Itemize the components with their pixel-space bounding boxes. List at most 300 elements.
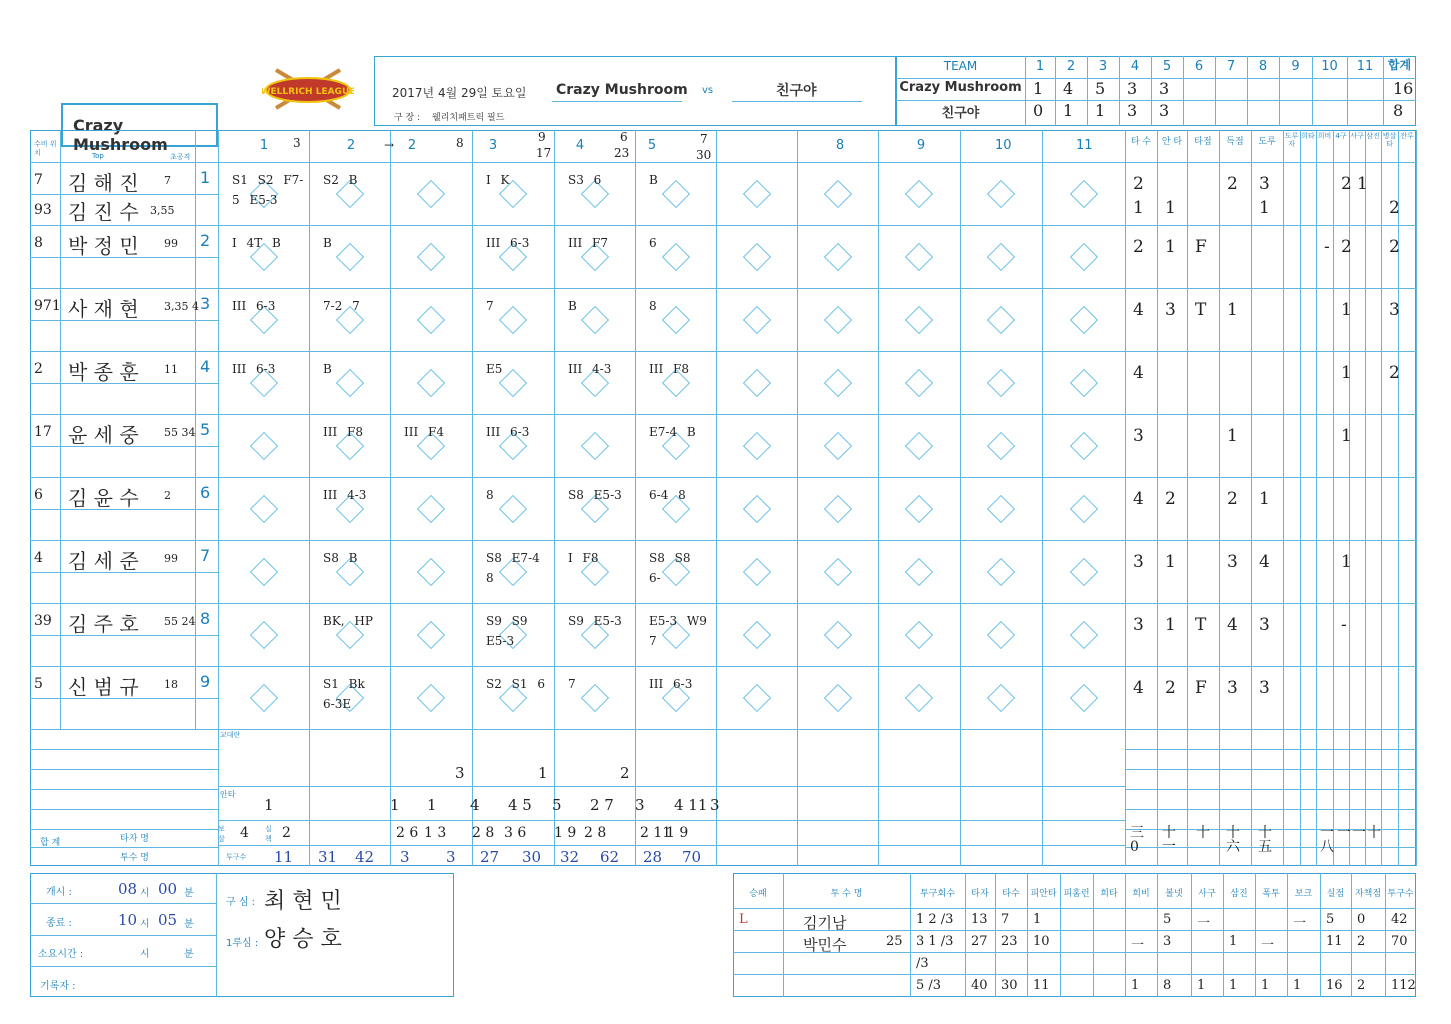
chief-umpire-label: 구 심 : <box>226 897 256 908</box>
grid-line <box>472 130 473 866</box>
hits-summary: 3 <box>710 796 720 814</box>
batter-stat: 4 <box>1227 615 1238 635</box>
pitching-header: 투구회수 <box>920 889 955 899</box>
batting-order: 5 <box>200 420 211 439</box>
play-notation: S8 E5-3 <box>568 488 622 502</box>
bb-summary: 2 8 <box>584 825 607 841</box>
pitching-wp: 一 <box>1261 938 1275 953</box>
grid-line <box>30 603 1416 604</box>
grid-line <box>1219 130 1220 866</box>
batter-stat: 2 <box>1165 678 1176 698</box>
play-notation: 7 <box>568 677 576 691</box>
bb-summary: 3 6 <box>504 825 527 841</box>
venue: 웰리치패트릭 필드 <box>432 113 505 123</box>
start-label: 개시 : <box>46 887 72 898</box>
play-notation: S1 S2 F7-5 E5-3 <box>232 173 304 207</box>
inning-header: 1 <box>259 138 269 153</box>
end-hour: 10 <box>118 911 138 929</box>
pitching-r: 11 <box>1326 934 1343 949</box>
batter-stat: 2 <box>1341 237 1352 257</box>
batting-order: 4 <box>200 357 211 376</box>
play-notation: B <box>323 236 332 250</box>
pitching-er: 0 <box>1357 912 1366 927</box>
batter-stat: 3 <box>1133 552 1144 572</box>
inning-header: 8 <box>835 138 845 153</box>
duration-label: 소요시간 : <box>38 949 84 960</box>
grid-line <box>30 540 1416 541</box>
batting-order: 7 <box>200 546 211 565</box>
batter-position: 2 <box>34 361 43 377</box>
play-notation: III 4-3 <box>568 362 612 376</box>
pitch-count-summary: 42 <box>355 848 375 866</box>
play-notation: B <box>323 362 332 376</box>
pitching-header: 사구 <box>1198 889 1216 899</box>
batter-stat: F <box>1195 237 1207 257</box>
play-notation: B <box>649 173 658 187</box>
totals-label: 합 계 <box>40 838 61 848</box>
grid-line <box>896 100 1416 101</box>
bb-summary: 2 11 <box>640 825 672 841</box>
pitching-h: 1 <box>1033 912 1042 927</box>
inning-mark: 7 <box>700 132 708 146</box>
play-notation: S9 E5-3 <box>568 614 622 628</box>
grid-line <box>30 477 1416 478</box>
linescore-cell: 4 <box>1063 79 1074 98</box>
linescore-inning-header: 1 <box>1035 59 1045 74</box>
pitching-name: 박민수 <box>803 936 847 954</box>
batter-number: 55 24 <box>164 615 196 628</box>
play-notation: S8 E7-4 8 <box>486 551 540 585</box>
batter-stat: 3 <box>1259 615 1270 635</box>
pitch-count-summary: 62 <box>600 848 620 866</box>
linescore-cell: 0 <box>1033 101 1044 120</box>
grid-line <box>554 130 555 866</box>
subs-label: 교대란 <box>220 731 241 739</box>
pitching-r: 16 <box>1326 978 1343 993</box>
batter-position: 8 <box>34 235 43 251</box>
linescore-total-header: 합계 <box>1387 58 1412 72</box>
linescore-inning-header: 3 <box>1098 59 1108 74</box>
grid-line <box>390 130 391 866</box>
batter-position: 39 <box>34 613 52 629</box>
play-notation: III F7 <box>568 236 608 250</box>
batter-name: 신 범 규 <box>68 675 139 699</box>
play-notation: S2 S1 6 <box>486 677 545 691</box>
pitching-er: 2 <box>1357 934 1366 949</box>
stat-total: 十 五 <box>1258 825 1272 855</box>
inning-header: 10 <box>995 138 1012 153</box>
pitching-ip: 5 /3 <box>916 978 942 993</box>
batter-stat: 1 <box>1341 363 1352 383</box>
pitching-wp: 1 <box>1261 978 1270 993</box>
inning-header: 2 <box>407 138 417 153</box>
bb-summary: 2 8 <box>472 825 495 841</box>
play-notation: E5-3 W9 7 <box>649 614 707 648</box>
linescore-cell: 1 <box>1033 79 1044 98</box>
play-notation: I 4T B <box>232 236 281 250</box>
batter-stat: 4 <box>1259 552 1270 572</box>
batter-stat: F <box>1195 678 1207 698</box>
recorder-label: 기록자 : <box>40 981 76 992</box>
inning-header: 4 <box>575 138 585 153</box>
grid-line <box>1381 130 1382 866</box>
linescore-team-name: 친구야 <box>941 106 980 121</box>
grid-line <box>30 414 1416 415</box>
batter-stat: 1 <box>1341 552 1352 572</box>
batter-stat: - <box>1341 615 1347 635</box>
linescore-cell: 5 <box>1095 79 1106 98</box>
pitch-count-summary: 32 <box>560 848 580 866</box>
play-notation: S9 S9 E5-3 <box>486 614 528 648</box>
inning-mark: 3 <box>293 136 301 150</box>
play-notation: 7-2 7 <box>323 299 360 313</box>
pitching-so: 1 <box>1229 934 1238 949</box>
grid-line <box>797 130 798 866</box>
stat-header: 4구 <box>1335 132 1347 140</box>
pitching-bb: 5 <box>1163 912 1172 927</box>
pitching-np: 112 <box>1391 978 1416 993</box>
home-team-title: Crazy Mushroom <box>556 82 688 98</box>
pitching-er: 2 <box>1357 978 1366 993</box>
stat-header: 병살타 <box>1382 132 1397 148</box>
team-name: Crazy Mushroom <box>73 116 168 154</box>
play-notation: 8 <box>486 488 494 502</box>
hits-summary: 1 <box>390 796 400 814</box>
grid-line <box>733 908 1416 909</box>
bb-summary: 4 <box>240 825 249 841</box>
grid-line <box>309 130 310 866</box>
pitching-bk: 一 <box>1293 916 1307 931</box>
batter-stat: 1 <box>1259 489 1270 509</box>
batter-position: 4 <box>34 550 43 566</box>
chief-umpire: 최 현 민 <box>264 889 342 914</box>
start-hour: 08 <box>118 880 138 898</box>
batter-number: 3,35 4 <box>164 300 199 313</box>
pitch-count-label: 투구수 <box>226 853 247 861</box>
pitching-sf: 一 <box>1131 938 1145 953</box>
stat-header: 도루자 <box>1284 132 1299 148</box>
inning-header: 3 <box>488 138 498 153</box>
grid-line <box>1316 130 1317 866</box>
batter-position: 971 <box>34 298 61 314</box>
batter-stat: 4 <box>1133 300 1144 320</box>
play-notation: E5 <box>486 362 503 376</box>
stat-header: 안 타 <box>1161 137 1183 147</box>
batter-name: 김 윤 수 <box>68 486 139 510</box>
start-minute: 00 <box>158 880 178 898</box>
linescore-team-header: TEAM <box>943 59 978 73</box>
bb-summary: 2 <box>282 825 291 841</box>
batter-stat: 3 <box>1259 678 1270 698</box>
inning-mark: 9 <box>538 130 546 144</box>
runs-summary: 1 <box>538 764 548 782</box>
bb-summary: 1 3 <box>424 825 447 841</box>
hits-summary: 1 <box>427 796 437 814</box>
batting-order: 8 <box>200 609 211 628</box>
batter-stat: 4 <box>1133 678 1144 698</box>
batter-stat: 3 <box>1133 426 1144 446</box>
linescore-inning-header: 5 <box>1162 59 1172 74</box>
end-label: 종료 : <box>46 918 72 929</box>
vs-label: vs <box>702 85 714 96</box>
pitching-header: 피안타 <box>1030 889 1057 899</box>
batter-stat: 1 <box>1165 615 1176 635</box>
grid-line <box>1416 130 1417 866</box>
pitch-count-summary: 3 <box>400 848 410 866</box>
batter-stat: 2 <box>1165 489 1176 509</box>
pitching-r: 5 <box>1326 912 1335 927</box>
batter-position: 7 <box>34 172 43 188</box>
batter-stat: 1 <box>1227 300 1238 320</box>
batter-stat: 1 <box>1357 174 1368 194</box>
logo-text: WELLRICH LEAGUE <box>262 87 354 97</box>
batter-position: 17 <box>34 424 52 440</box>
play-notation: I F8 <box>568 551 599 565</box>
play-notation: III 6-3 <box>232 362 276 376</box>
batter-stat: 3 <box>1259 174 1270 194</box>
pitch-count-summary: 11 <box>274 848 294 866</box>
inning-mark: 23 <box>614 146 630 160</box>
hits-summary: 4 <box>470 796 480 814</box>
pitching-header: 투 수 명 <box>830 889 863 899</box>
grid-line <box>218 786 1125 787</box>
stat-header: 잔루 <box>1400 132 1414 140</box>
pitching-bk: 1 <box>1293 978 1302 993</box>
grid-line <box>635 130 636 866</box>
pitching-header: 피홈런 <box>1063 889 1090 899</box>
league-logo <box>262 66 354 112</box>
linescore-inning-header: 7 <box>1226 59 1236 74</box>
inning-mark: 17 <box>536 146 552 160</box>
pitching-sf: 1 <box>1131 978 1140 993</box>
grid-line <box>30 225 1416 226</box>
pitch-count-summary: 31 <box>318 848 338 866</box>
batter-stat: 1 <box>1165 552 1176 572</box>
stat-header: 도루 <box>1258 137 1276 147</box>
grid-line <box>1300 130 1301 866</box>
pitching-header: 실점 <box>1326 889 1345 899</box>
batter-stat: 2 <box>1133 174 1144 194</box>
game-date: 2017년 4월 29일 토요일 <box>392 86 527 100</box>
batters-count-label: 타자 명 <box>120 834 149 844</box>
away-team-title: 친구야 <box>776 83 817 99</box>
batter-stat: 2 <box>1389 237 1400 257</box>
batter-name: 박 정 민 <box>68 234 139 258</box>
linescore-cell: 3 <box>1159 79 1170 98</box>
stat-header: 득점 <box>1226 137 1244 147</box>
pitching-header: 타수 <box>1002 889 1020 899</box>
pitch-count-summary: 70 <box>682 848 702 866</box>
runs-summary: 2 <box>620 764 630 782</box>
batter-position: 5 <box>34 676 43 692</box>
pitching-header: 보크 <box>1294 889 1313 899</box>
play-notation: 8 <box>649 299 657 313</box>
venue-label: 구 장 : <box>394 113 421 123</box>
pitching-bf: 13 <box>971 912 988 927</box>
bb-summary: 1 9 <box>554 825 577 841</box>
batter-stat: 2 <box>1389 363 1400 383</box>
grid-line <box>30 769 218 770</box>
pos-header: 수비 위치 <box>34 140 57 157</box>
batter-stat: 3 <box>1227 678 1238 698</box>
grid-line <box>218 845 1125 846</box>
pitching-header: 타자 <box>971 889 989 899</box>
stat-total: 三 0 <box>1130 825 1144 855</box>
batter-name: 윤 세 중 <box>68 423 139 447</box>
hits-summary: 4 5 <box>508 796 532 814</box>
pitching-header: 승패 <box>749 889 767 899</box>
grid-line <box>733 974 1416 975</box>
pitching-ab: 7 <box>1001 912 1010 927</box>
hits-label: 안타 <box>220 790 236 799</box>
play-notation: III 6-3 <box>649 677 693 691</box>
stat-header: 사구 <box>1350 132 1364 140</box>
inning-mark: 8 <box>456 136 464 150</box>
grid-line <box>1125 809 1416 810</box>
pitching-header: 삼진 <box>1230 889 1248 899</box>
batter-stat: 3 <box>1389 300 1400 320</box>
batter-stat: 2 <box>1227 174 1238 194</box>
sub-number: 3,55 <box>150 204 175 217</box>
play-notation: S2 B <box>323 173 358 187</box>
grid-line <box>1125 789 1416 790</box>
linescore-inning-header: 8 <box>1258 59 1268 74</box>
bb-summary: 2 6 <box>396 825 419 841</box>
batting-order: 2 <box>200 231 211 250</box>
grid-line <box>1333 130 1334 866</box>
pitching-hbp: 1 <box>1197 978 1206 993</box>
grid-line <box>1157 130 1158 866</box>
grid-line <box>30 162 1416 163</box>
batter-stat: 4 <box>1133 489 1144 509</box>
stat-total: 一 <box>1337 825 1351 841</box>
play-notation: 6-4 8 <box>649 488 686 502</box>
linescore-total: 8 <box>1393 101 1404 120</box>
pitching-np: 42 <box>1391 912 1408 927</box>
batter-stat: 1 <box>1165 237 1176 257</box>
inning-header: 11 <box>1076 138 1093 153</box>
batter-name: 김 세 준 <box>68 549 139 573</box>
batter-stat: 2 <box>1227 489 1238 509</box>
pitching-header: 희비 <box>1132 889 1150 899</box>
batter-stat: 2 <box>1341 174 1352 194</box>
stat-total: 十一 <box>1162 825 1176 855</box>
grid-line <box>30 809 218 810</box>
hits-summary: 1 <box>264 796 274 814</box>
sub-name: 김 진 수 <box>68 200 139 224</box>
stat-total: 十 六 <box>1226 825 1240 855</box>
pitching-ab: 23 <box>1001 934 1018 949</box>
linescore-inning-header: 9 <box>1291 59 1300 74</box>
grid-line <box>1251 130 1252 866</box>
batter-stat: 3 <box>1165 300 1176 320</box>
batter-name: 김 주 호 <box>68 612 139 636</box>
pitching-bb: 8 <box>1163 978 1172 993</box>
batting-order: 1 <box>200 168 211 187</box>
pitching-so: 1 <box>1229 978 1238 993</box>
batter-stat: 1 <box>1227 426 1238 446</box>
batter-number: 18 <box>164 678 178 691</box>
inning-header: 2 <box>346 138 356 153</box>
grid-line <box>30 666 1416 667</box>
stat-header: 삼진 <box>1366 132 1380 140</box>
play-notation: III 4-3 <box>323 488 367 502</box>
batter-stat-sub: 2 <box>1389 198 1400 218</box>
pitch-count-summary: 30 <box>522 848 542 866</box>
play-notation: 6 <box>649 236 657 250</box>
stat-header: 희비 <box>1317 132 1332 140</box>
pitching-ip: /3 <box>916 956 929 971</box>
batter-stat: 3 <box>1227 552 1238 572</box>
play-notation: BK, HP <box>323 614 373 628</box>
pitching-ip: 1 2 /3 <box>916 912 954 927</box>
batter-name: 사 재 현 <box>68 297 139 321</box>
linescore-inning-header: 2 <box>1066 59 1076 74</box>
play-notation: S8 B <box>323 551 358 565</box>
stat-header: 타점 <box>1194 137 1212 147</box>
pitching-h: 10 <box>1033 934 1050 949</box>
stat-header: 타 수 <box>1130 137 1152 147</box>
inning-mark: → <box>384 138 395 152</box>
pitching-bb: 3 <box>1163 934 1172 949</box>
play-notation: III 6-3 <box>486 236 530 250</box>
pitching-header: 투구수 <box>1387 889 1414 899</box>
grid-line <box>60 130 61 730</box>
bb-summary: 1 9 <box>666 825 689 841</box>
linescore-inning-header: 11 <box>1356 59 1374 74</box>
linescore-team-name: Crazy Mushroom <box>899 80 1022 95</box>
grid-line <box>896 78 1416 79</box>
linescore-cell: 3 <box>1127 101 1138 120</box>
grid-line <box>1125 769 1416 770</box>
end-minute: 05 <box>158 911 178 929</box>
stat-total: 十 <box>1196 825 1210 841</box>
linescore-cell: 1 <box>1095 101 1106 120</box>
grid-line <box>1125 749 1416 750</box>
pitchers-count-label: 투수 명 <box>120 853 149 863</box>
runs-summary: 3 <box>455 764 465 782</box>
grid-line <box>218 130 219 866</box>
stat-header: 희타 <box>1301 132 1315 140</box>
batter-stat: 2 <box>1133 237 1144 257</box>
hits-summary: 3 <box>635 796 645 814</box>
pitching-number: 25 <box>886 934 903 949</box>
stat-total: 一 <box>1352 825 1366 841</box>
batter-name: 박 종 훈 <box>68 360 139 384</box>
grid-line <box>30 789 218 790</box>
grid-line <box>30 288 1416 289</box>
hits-summary: 4 11 <box>674 796 708 814</box>
batter-number: 99 <box>164 552 178 565</box>
grid-line <box>716 130 717 866</box>
pitching-bf: 40 <box>971 978 988 993</box>
pitching-name: 김기남 <box>803 914 847 932</box>
linescore-total: 16 <box>1393 79 1414 98</box>
pitch-count-summary: 3 <box>446 848 456 866</box>
pitching-ip: 3 1 /3 <box>916 934 954 949</box>
pitching-np: 70 <box>1391 934 1408 949</box>
play-notation: 7 <box>486 299 494 313</box>
hits-summary: 2 7 <box>590 796 614 814</box>
grid-line <box>960 130 961 866</box>
pitching-ab: 30 <box>1001 978 1018 993</box>
batter-number: 2 <box>164 489 171 502</box>
batter-stat: T <box>1195 615 1207 635</box>
grid-line <box>30 749 218 750</box>
batter-number: 11 <box>164 363 178 376</box>
stat-total: 十 <box>1367 825 1381 841</box>
grid-line <box>218 820 1125 821</box>
